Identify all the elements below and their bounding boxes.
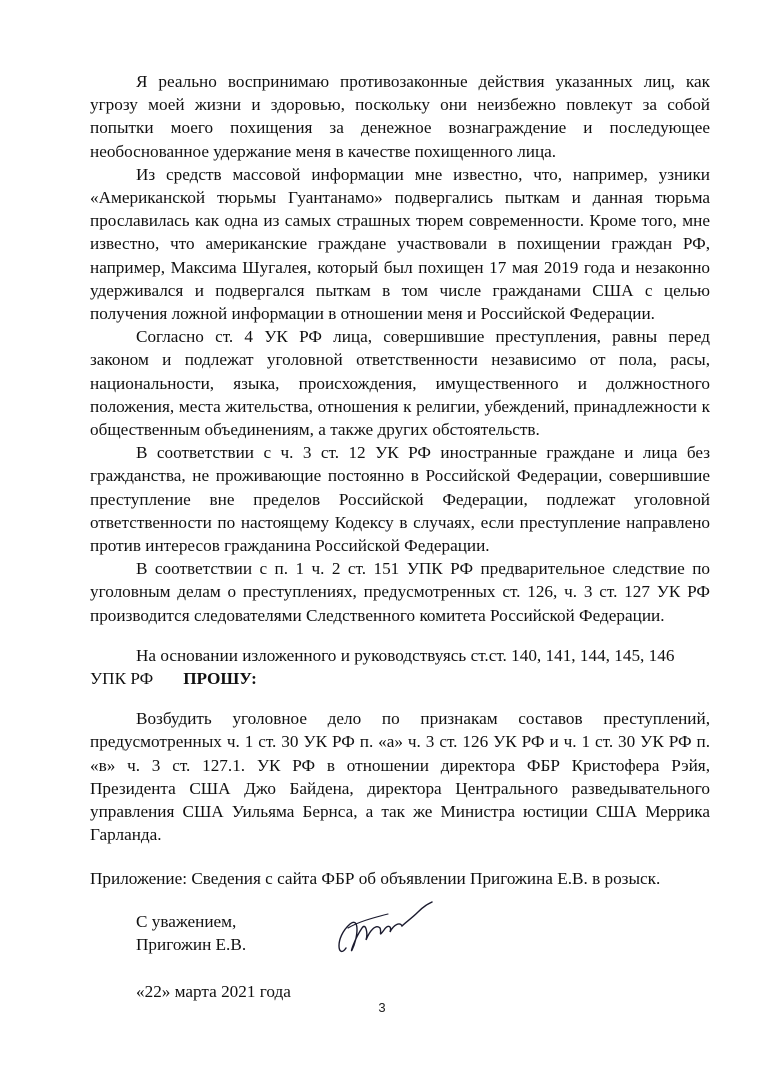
- handwritten-signature: [328, 888, 438, 968]
- document-date: «22» марта 2021 года: [136, 982, 291, 1002]
- document-body: [90, 70, 710, 1003]
- request-line: [90, 667, 710, 690]
- paragraph-guantanamo: Из средств массовой информации мне известно, что, например, узники «Американской тюрьмы Гуантанамо» подвергались пыткам и данная тюрьма прославилась как одна из самых страшных тюрем современности. Кроме того, мне известно, что американские граждане участвовали в похищении граждан РФ, например, Максима Шугалея, который был похищен 17 мая 2019 года и незаконно удерживался и подвергался пыткам в том числе гражданами США с целью получения ложной информации в отношении меня и Российской Федерации.: [90, 164, 710, 324]
- closing-regards: С уважением,: [136, 911, 237, 931]
- request-heading: ПРОШУ:: [183, 669, 257, 689]
- appendix-note: Приложение: Сведения с сайта ФБР об объявлении Пригожина Е.В. в розыск.: [90, 868, 661, 888]
- basis-code: УПК РФ: [90, 669, 154, 689]
- paragraph-basis: На основании изложенного и руководствуясь ст.ст. 140, 141, 144, 145, 146: [136, 645, 675, 665]
- paragraph-article-151: В соответствии с п. 1 ч. 2 ст. 151 УПК РФ предварительное следствие по уголовным делам о преступлениях, предусмотренных ст. 126, ч. 3 ст. 127 УК РФ производится следователями Следственного комитета Российской Федерации.: [90, 559, 710, 625]
- paragraph-request: Возбудить уголовное дело по признакам составов преступлений, предусмотренных ч. 1 ст. 30 УК РФ п. «а» ч. 3 ст. 126 УК РФ и ч. 1 ст. 30 УК РФ п. «в» ч. 3 ст. 127.1. УК РФ в отношении директора ФБР Кристофера Рэйя, Президента США Джо Байдена, директора Центрального разведывательного управления США Уильяма Бернса, а так же Министра юстиции США Меррика Гарланда.: [90, 709, 710, 845]
- paragraph-article-12: В соответствии с ч. 3 ст. 12 УК РФ иностранные граждане и лица без гражданства, не проживающие постоянно в Российской Федерации, совершившие преступление вне пределов Российской Федерации, подлежат уголовной ответственности по настоящему Кодексу в случаях, если преступление направлено против интересов гражданина Российской Федерации.: [90, 443, 710, 556]
- signer-name: Пригожин Е.В.: [136, 934, 247, 954]
- paragraph-article-4: Согласно ст. 4 УК РФ лица, совершившие преступления, равны перед законом и подлежат уголовной ответственности независимо от пола, расы, национальности, языка, происхождения, имущественного и должностного положения, места жительства, отношения к религии, убеждений, принадлежности к общественным объединениям, а также других обстоятельств.: [90, 327, 710, 440]
- page-number: 3: [378, 1000, 386, 1015]
- paragraph-threat: Я реально воспринимаю противозаконные действия указанных лиц, как угрозу моей жизни и здоровью, поскольку они неизбежно повлекут за собой попытки моего похищения за денежное вознаграждение и последующее необоснованное удержание меня в качестве похищенного лица.: [90, 72, 710, 161]
